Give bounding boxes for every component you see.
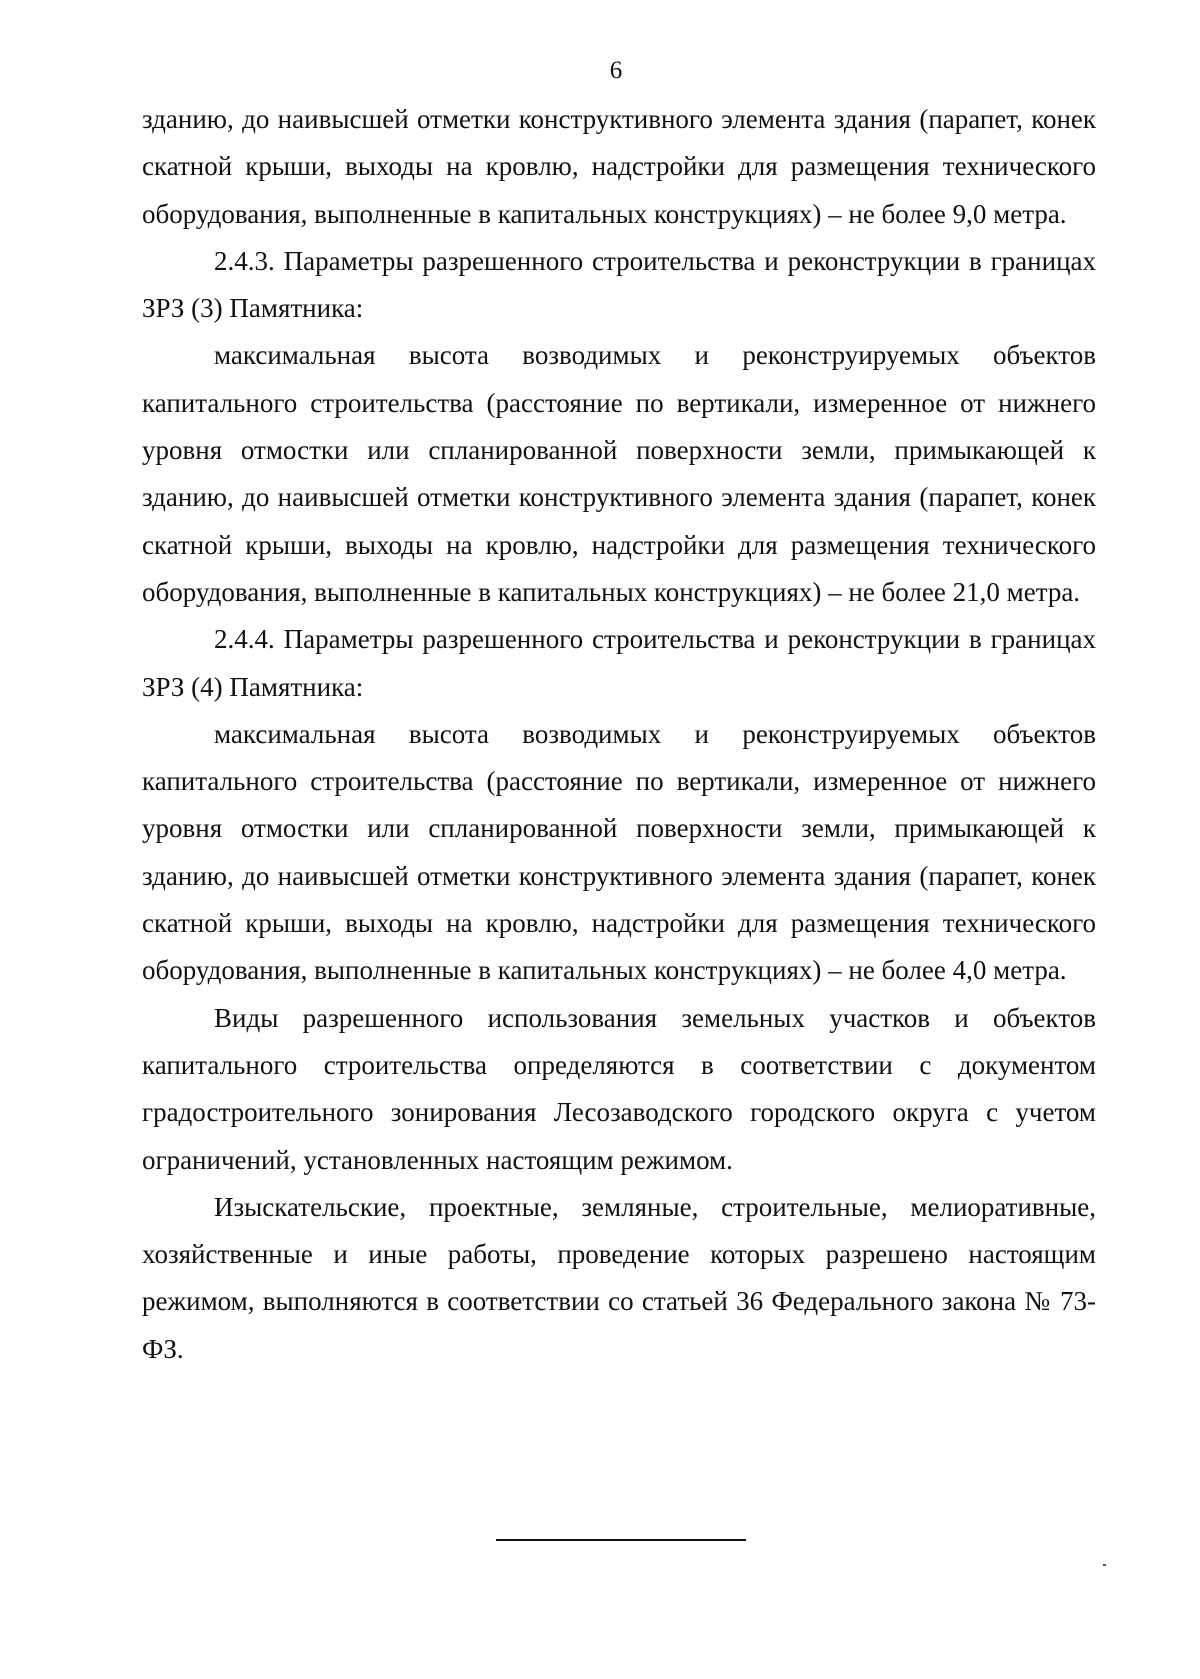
paragraph-section-2-4-3: 2.4.3. Параметры разрешенного строительства и реконструкции в границах ЗРЗ (3) Памятника: (142, 245, 1096, 324)
scan-speck (1103, 1564, 1106, 1566)
paragraph-works: Изыскательские, проектные, земляные, строительные, мелиоративные, хозяйственные и иные работы, проведение которых разрешено настоящим режимом, выполняются в соответствии со статьей 36 Федерального закона № 73-ФЗ. (142, 1191, 1096, 1364)
paragraph-height-limit-zrz4: максимальная высота возводимых и реконструируемых объектов капитального строительства (расстояние по вертикали, измеренное от нижнего уровня отмостки или спланированной поверхности земли, примыкающей к зданию, до наивысшей отметки конструктивного элемента здания (парапет, конек скатной крыши, выходы на кровлю, надстройки для размещения технического оборудования, выполненные в капитальных конструкциях) – не более 4,0 метра. (142, 718, 1096, 986)
body-text (142, 96, 1096, 1373)
page-number: 6 (609, 57, 623, 84)
paragraph-section-2-4-4: 2.4.4. Параметры разрешенного строительства и реконструкции в границах ЗРЗ (4) Памятника: (142, 624, 1096, 702)
paragraph-continuation: зданию, до наивысшей отметки конструктивного элемента здания (парапет, конек скатной крыши, выходы на кровлю, надстройки для размещения технического оборудования, выполненные в капитальных конструкциях) – не более 9,0 метра. (142, 104, 1096, 229)
paragraph-height-limit-zrz3: максимальная высота возводимых и реконструируемых объектов капитального строительства (расстояние по вертикали, измеренное от нижнего уровня отмостки или спланированной поверхности земли, примыкающей к зданию, до наивысшей отметки конструктивного элемента здания (парапет, конек скатной крыши, выходы на кровлю, надстройки для размещения технического оборудования, выполненные в капитальных конструкциях) – не более 21,0 метра. (142, 340, 1096, 607)
paragraph-permitted-use: Виды разрешенного использования земельных участков и объектов капитального строительства определяются в соответствии с документом градостроительного зонирования Лесозаводского городского округа с учетом ограничений, установленных настоящим режимом. (142, 1002, 1096, 1175)
closing-rule (496, 1539, 746, 1541)
